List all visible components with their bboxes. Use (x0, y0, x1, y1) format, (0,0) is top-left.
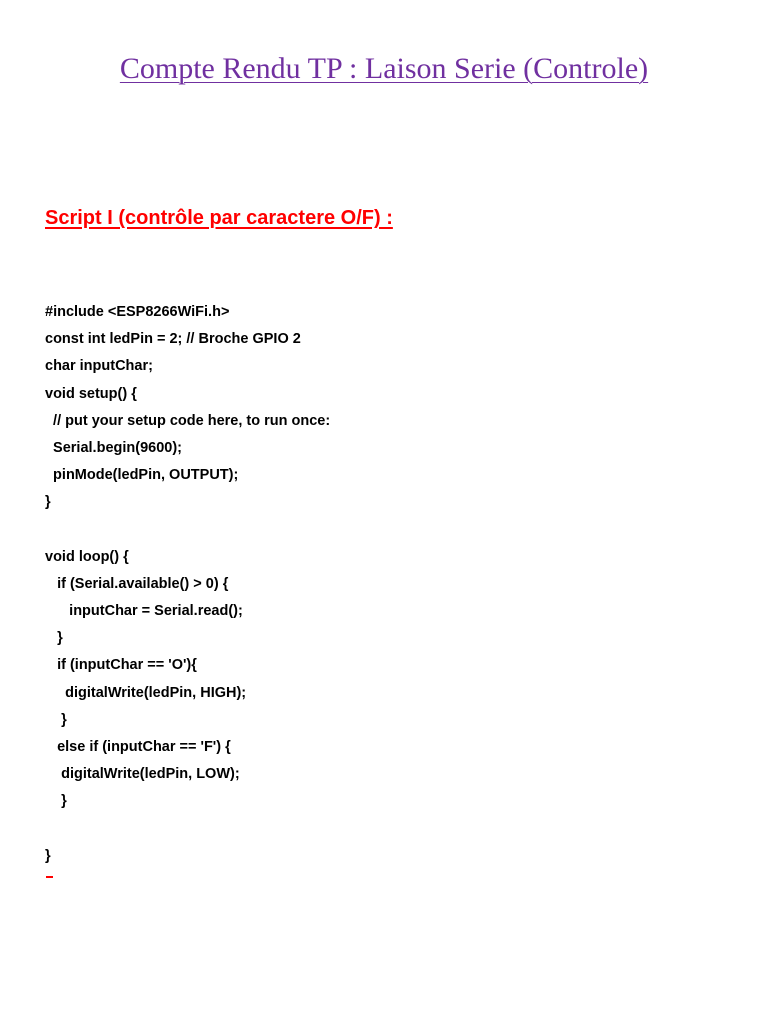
code-line: } (45, 711, 67, 728)
code-line: pinMode(ledPin, OUTPUT); (45, 467, 239, 484)
code-listing (45, 299, 330, 870)
code-line (45, 816, 330, 843)
code-line (45, 517, 330, 544)
code-line: #include <ESP8266WiFi.h> (45, 304, 230, 320)
code-line: void setup() { (45, 385, 137, 402)
code-line: if (inputChar == 'O'){ (45, 657, 197, 674)
trailing-red-mark (46, 876, 53, 878)
code-line: digitalWrite(ledPin, HIGH); (45, 684, 247, 701)
code-line: inputChar = Serial.read(); (45, 603, 243, 620)
code-line: digitalWrite(ledPin, LOW); (45, 766, 240, 783)
code-line: if (Serial.available() > 0) { (45, 575, 229, 592)
code-line: else if (inputChar == 'F') { (45, 739, 231, 755)
code-line: char inputChar; (45, 358, 153, 375)
code-line: } (45, 847, 51, 864)
code-line: } (45, 793, 67, 810)
code-line: } (45, 630, 63, 647)
code-line: // put your setup code here, to run once: (45, 412, 331, 429)
page-title: Compte Rendu TP : Laison Serie (Controle) (119, 52, 649, 85)
section-heading: Script I (contrôle par caractere O/F) : (45, 207, 393, 229)
code-line: const int ledPin = 2; // Broche GPIO 2 (45, 331, 301, 348)
code-line: void loop() { (45, 548, 129, 565)
code-line: Serial.begin(9600); (45, 439, 182, 456)
code-line: } (45, 494, 51, 511)
